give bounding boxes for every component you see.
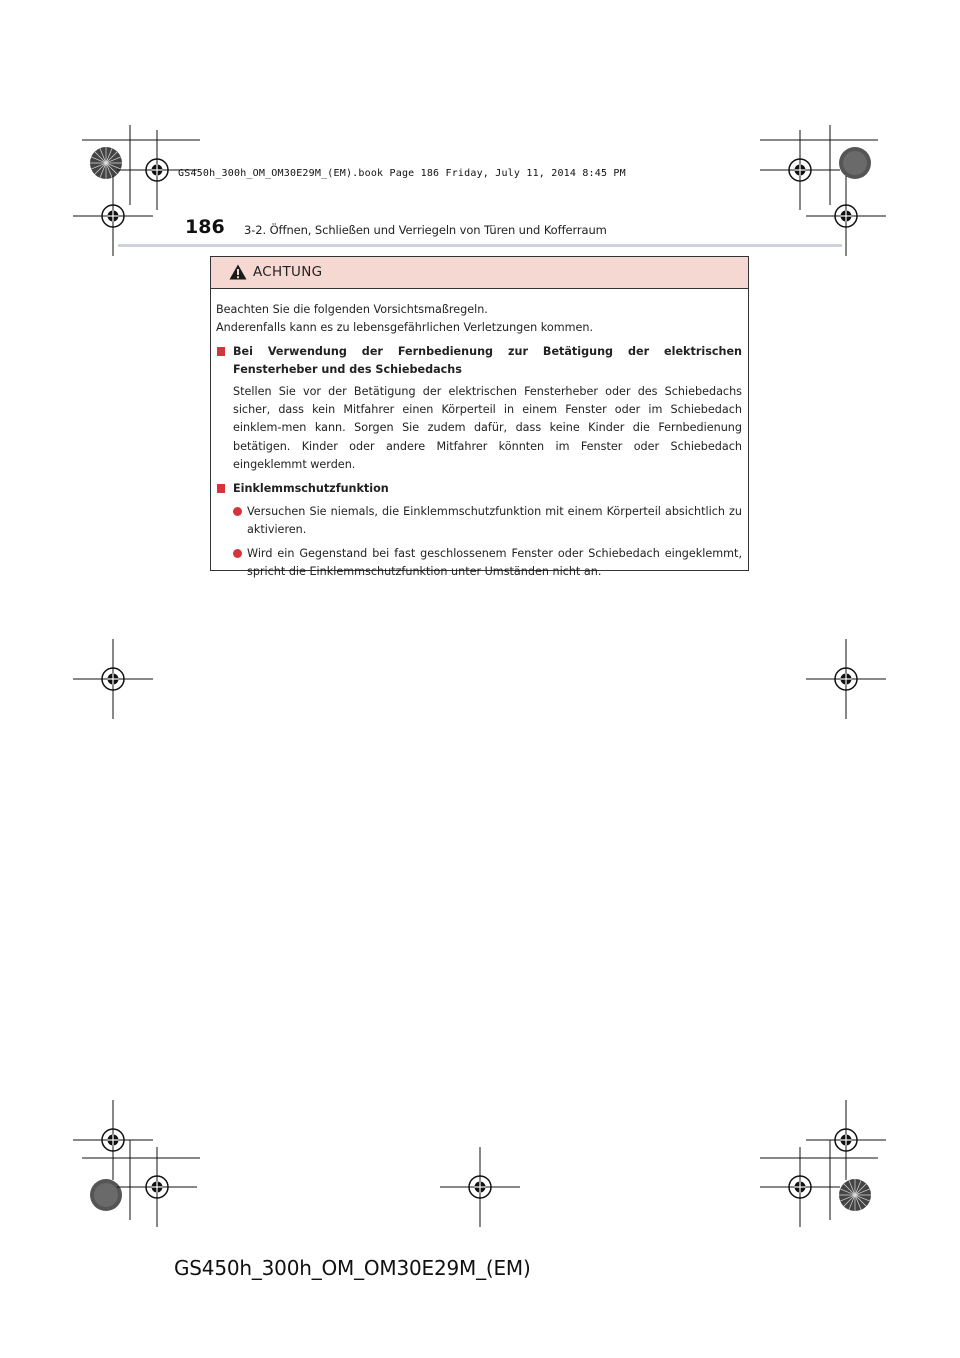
header-rule (118, 244, 842, 247)
sub-item-text: Wird ein Gegenstand bei fast geschlossenem Fenster oder Schiebedach eingeklemmt, spricht die Einklemmschutzfunktion unter Umständen nicht an. (247, 546, 742, 579)
warning-body (211, 289, 748, 582)
intro-line: Anderenfalls kann es zu lebensgefährlichen Verletzungen kommen. (216, 321, 594, 335)
round-bullet-icon (233, 507, 242, 516)
sub-item-text: Versuchen Sie niemals, die Einklemmschutzfunktion mit einem Körperteil absichtlich zu aktivieren. (247, 505, 742, 537)
warning-box (210, 256, 749, 579)
item-heading: Einklemmschutzfunktion (233, 481, 389, 495)
warning-header (211, 257, 748, 289)
item-heading: Bei Verwendung der Fernbedienung zur Betätigung der elektrischen Fensterheber und des Schiebedachs (233, 344, 742, 377)
section-title: 3-2. Öffnen, Schließen und Verriegeln von Türen und Kofferraum (244, 223, 607, 237)
square-bullet-icon (217, 347, 225, 356)
intro-line: Beachten Sie die folgenden Vorsichtsmaßregeln. (216, 303, 488, 316)
warning-triangle-icon (229, 264, 247, 280)
item-text: Stellen Sie vor der Betätigung der elektrischen Fensterheber oder des Schiebedachs sicher, dass kein Mitfahrer einen Körperteil in einem Fenster oder im Schiebedach einklem-men kann. Sorgen Sie zudem dafür, dass keine Kinder die Fernbedienung betätigen. Kinder oder andere Mitfahrer könnten im Fenster oder Schiebedach eingeklemmt werden. (233, 384, 742, 472)
sub-item (233, 545, 742, 582)
page-number: 186 (185, 216, 225, 238)
file-stamp: GS450h_300h_OM_OM30E29M_(EM).book Page 186 Friday, July 11, 2014 8:45 PM (178, 168, 626, 179)
warning-item-jam-protection (216, 480, 742, 582)
footer-document-code: GS450h_300h_OM_OM30E29M_(EM) (174, 1256, 531, 1280)
round-bullet-icon (233, 549, 242, 558)
square-bullet-icon (217, 484, 225, 493)
warning-item-remote (216, 343, 742, 475)
warning-title: ACHTUNG (253, 264, 323, 280)
sub-item (233, 503, 742, 540)
